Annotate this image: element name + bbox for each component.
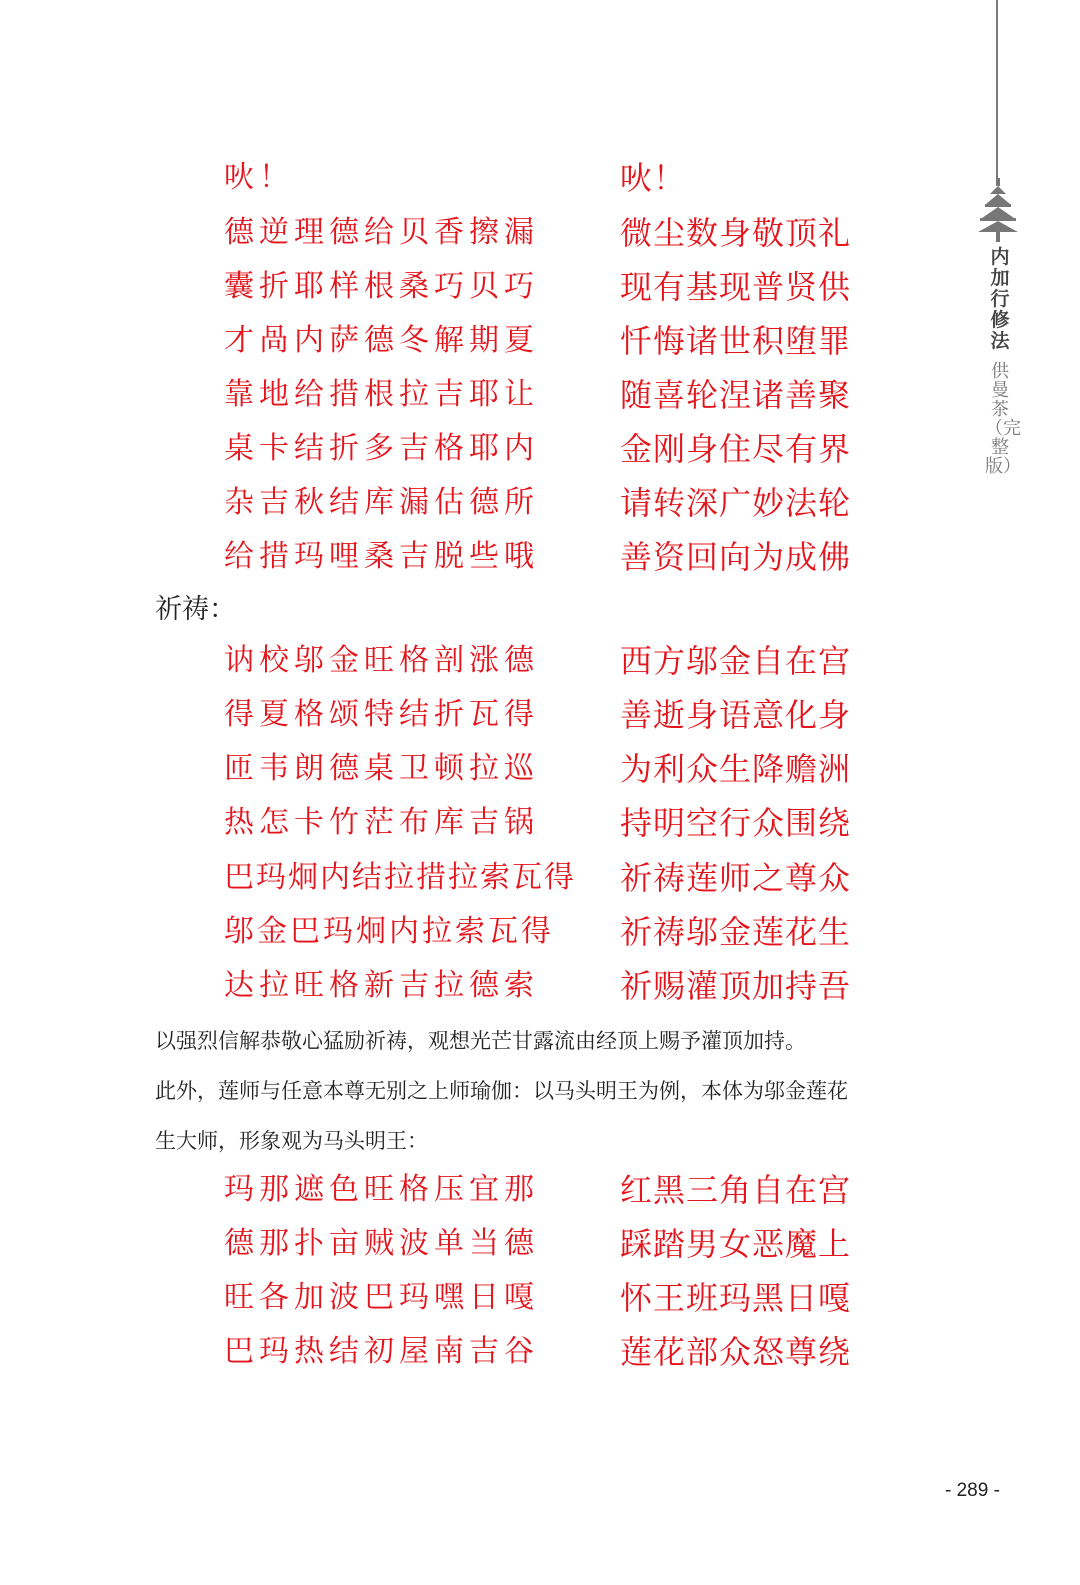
verse-row: [0, 530, 1080, 584]
verse-row: [0, 476, 1080, 530]
verse-translation: 善资回向为成佛: [620, 538, 852, 576]
verse-row: [0, 151, 1080, 205]
verse-translation: 善逝身语意化身: [620, 696, 852, 734]
verse-translation: 忏悔诸世积堕罪: [620, 322, 852, 360]
verse-transliteration: 得夏格颂特结折瓦得: [224, 697, 539, 732]
prayer-label: 祈祷：: [155, 594, 236, 625]
page-number: - 289 -: [945, 1480, 1000, 1501]
verse-transliteration: 德逆理德给贝香擦漏: [224, 215, 539, 250]
verse-transliteration: 才咼内萨德冬解期夏: [224, 323, 539, 358]
verse-row: [0, 688, 1080, 742]
verse-transliteration: 热怎卡竹茫布库吉锅: [224, 805, 539, 840]
verse-translation: 踩踏男女恶魔上: [620, 1225, 852, 1263]
verse-transliteration: 德那扑亩贼波单当德: [224, 1226, 539, 1261]
verse-transliteration: 靠地给措根拉吉耶让: [224, 377, 539, 412]
verse-translation: 红黑三角自在宫: [620, 1171, 852, 1209]
verse-transliteration: 巴玛炯内结拉措拉索瓦得: [224, 860, 576, 895]
verse-translation: 祈赐灌顶加持吾: [620, 967, 852, 1005]
verse-row: [0, 1325, 1080, 1379]
verse-row: [0, 422, 1080, 476]
verse-translation: 祈祷邬金莲花生: [620, 913, 852, 951]
verse-transliteration: 杂吉秋结库漏估德所: [224, 485, 539, 520]
sidebar-subtitle: 供曼茶（完整版）: [985, 361, 1021, 477]
verse-translation: 微尘数身敬顶礼: [620, 214, 852, 252]
verse-row: [0, 314, 1080, 368]
verse-translation: 金刚身住尽有界: [620, 430, 852, 468]
verse-translation: 为利众生降赡洲: [620, 750, 852, 788]
verse-row: [0, 796, 1080, 850]
verse-transliteration: 玛那遮色旺格压宜那: [224, 1172, 539, 1207]
verse-transliteration: 给措玛哩桑吉脱些哦: [224, 539, 539, 574]
verse-translation: 随喜轮涅诸善聚: [620, 376, 852, 414]
verse-translation: 现有基现普贤供: [620, 268, 852, 306]
verse-transliteration: 桌卡结折多吉格耶内: [224, 431, 539, 466]
verse-transliteration: 巴玛热结初屋南吉谷: [224, 1334, 539, 1369]
verse-row: [0, 742, 1080, 796]
verse-row: [0, 959, 1080, 1013]
verse-transliteration: 达拉旺格新吉拉德索: [224, 968, 539, 1003]
verse-transliteration: 吙！: [224, 160, 294, 195]
verse-row: [0, 905, 1080, 959]
verse-translation: 吙！: [620, 159, 687, 197]
verse-row: [0, 1217, 1080, 1271]
verse-translation: 持明空行众围绕: [620, 804, 852, 842]
verse-row: [0, 206, 1080, 260]
verse-row: [0, 260, 1080, 314]
verse-translation: 怀王班玛黑日嘎: [620, 1279, 852, 1317]
verse-transliteration: 讷校邬金旺格剖涨德: [224, 643, 539, 678]
verse-translation: 莲花部众怒尊绕: [620, 1333, 852, 1371]
verse-transliteration: 匝韦朗德桌卫顿拉巡: [224, 751, 539, 786]
verse-row: [0, 368, 1080, 422]
prose-paragraph: 生大师，形象观为马头明王：: [155, 1129, 428, 1153]
verse-translation: 祈祷莲师之尊众: [620, 859, 852, 897]
verse-transliteration: 旺各加波巴玛嘿日嘎: [224, 1280, 539, 1315]
verse-row: [0, 634, 1080, 688]
verse-row: [0, 1163, 1080, 1217]
verse-row: [0, 1271, 1080, 1325]
verse-transliteration: 邬金巴玛炯内拉索瓦得: [224, 914, 554, 949]
verse-translation: 西方邬金自在宫: [620, 642, 852, 680]
verse-translation: 请转深广妙法轮: [620, 484, 852, 522]
verse-transliteration: 囊折耶样根桑巧贝巧: [224, 269, 539, 304]
sidebar-title: 内加行修法: [990, 246, 1010, 352]
prose-paragraph: 以强烈信解恭敬心猛励祈祷，观想光芒甘露流由经顶上赐予灌顶加持。: [155, 1029, 806, 1053]
prose-paragraph: 此外，莲师与任意本尊无别之上师瑜伽：以马头明王为例，本体为邬金莲花: [155, 1079, 848, 1103]
verse-row: [0, 851, 1080, 905]
